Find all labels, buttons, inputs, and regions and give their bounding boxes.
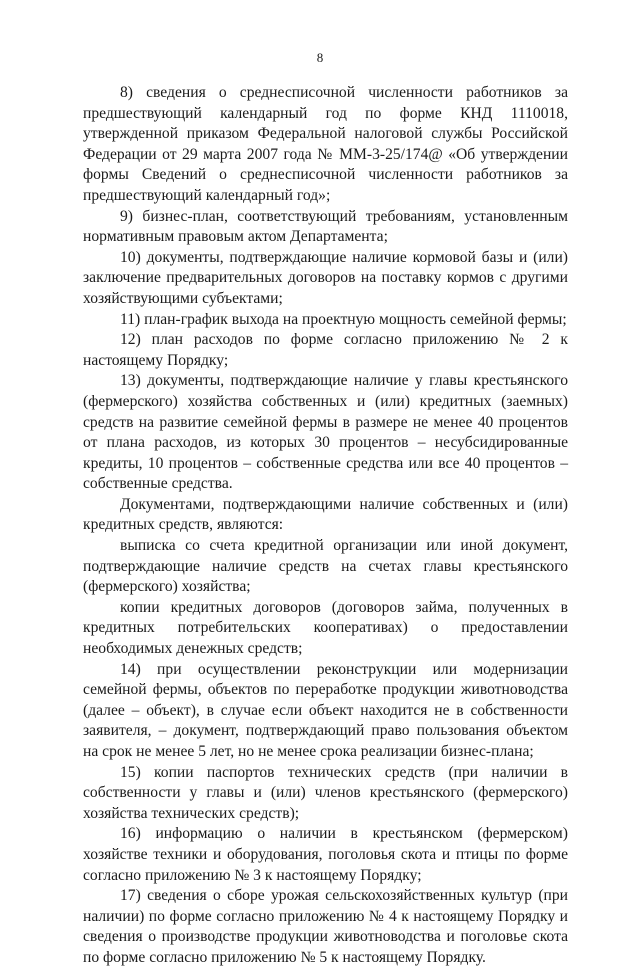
paragraph-item-13: 13) документы, подтверждающие наличие у главы крестьянского (фермерского) хозяйства собственных и (или) кредитных (заемных) средств на развитие семейной фермы в размере не менее 40 процентов от плана расходов, из которых 30 процентов – несубсидированные кредиты, 10 процентов – собственные средства или все 40 процентов – собственные средства. [83,372,568,493]
paragraph-item-9: 9) бизнес-план, соответствующий требованиям, установленным нормативным правовым актом Департамента; [83,207,568,246]
paragraph-item-14: 14) при осуществлении реконструкции или модернизации семейной фермы, объектов по переработке продукции животноводства (далее – объект), в случае если объект находится не в собственности заявителя, – документ, подтверждающий право пользования объектом на срок не менее 5 лет, но не менее срока реализации бизнес-плана; [83,660,568,760]
paragraph-item-11: 11) план-график выхода на проектную мощность семейной фермы; [120,310,567,328]
paragraph-documents-intro: Документами, подтверждающими наличие собственных и (или) кредитных средств, являются: [83,495,568,534]
paragraph-item-17: 17) сведения о сборе урожая сельскохозяйственных культур (при наличии) по форме согласно приложению № 4 к настоящему Порядку и сведения о производстве продукции животноводства и поголовье скота по форме согласно приложению № 5 к настоящему Порядку. [83,887,568,966]
paragraph-item-16: 16) информацию о наличии в крестьянском (фермерском) хозяйстве техники и оборудования, поголовья скота и птицы по форме согласно приложению № 3 к настоящему Порядку; [83,825,568,884]
paragraph-credit-contracts: копии кредитных договоров (договоров займа, полученных в кредитных потребительских кооперативах) о предоставлении необходимых денежных средств; [83,598,568,658]
paragraph-item-12: 12) план расходов по форме согласно приложению № 2 к настоящему Порядку; [83,331,568,369]
paragraph-item-10: 10) документы, подтверждающие наличие кормовой базы и (или) заключение предварительных договоров на поставку кормов с другими хозяйствующими субъектами; [83,248,568,307]
paragraph-bank-statement: выписка со счета кредитной организации или иной документ, подтверждающие наличие средств на счетах главы крестьянского (фермерского) хозяйства; [83,537,568,596]
paragraph-item-15: 15) копии паспортов технических средств (при наличии в собственности у главы и (или) членов крестьянского (фермерского) хозяйства технических средств); [83,763,568,822]
paragraph-item-8: 8) сведения о среднесписочной численности работников за предшествующий календарный год по форме КНД 1110018, утвержденной приказом Федеральной налоговой службы Российской Федерации от 29 марта 2007 года № ММ-3-25/174@ «Об утверждении формы Сведений о среднесписочной численности работников за предшествующий календарный год»; [83,84,568,204]
page-number: 8 [316,50,324,65]
document-body [83,83,568,969]
